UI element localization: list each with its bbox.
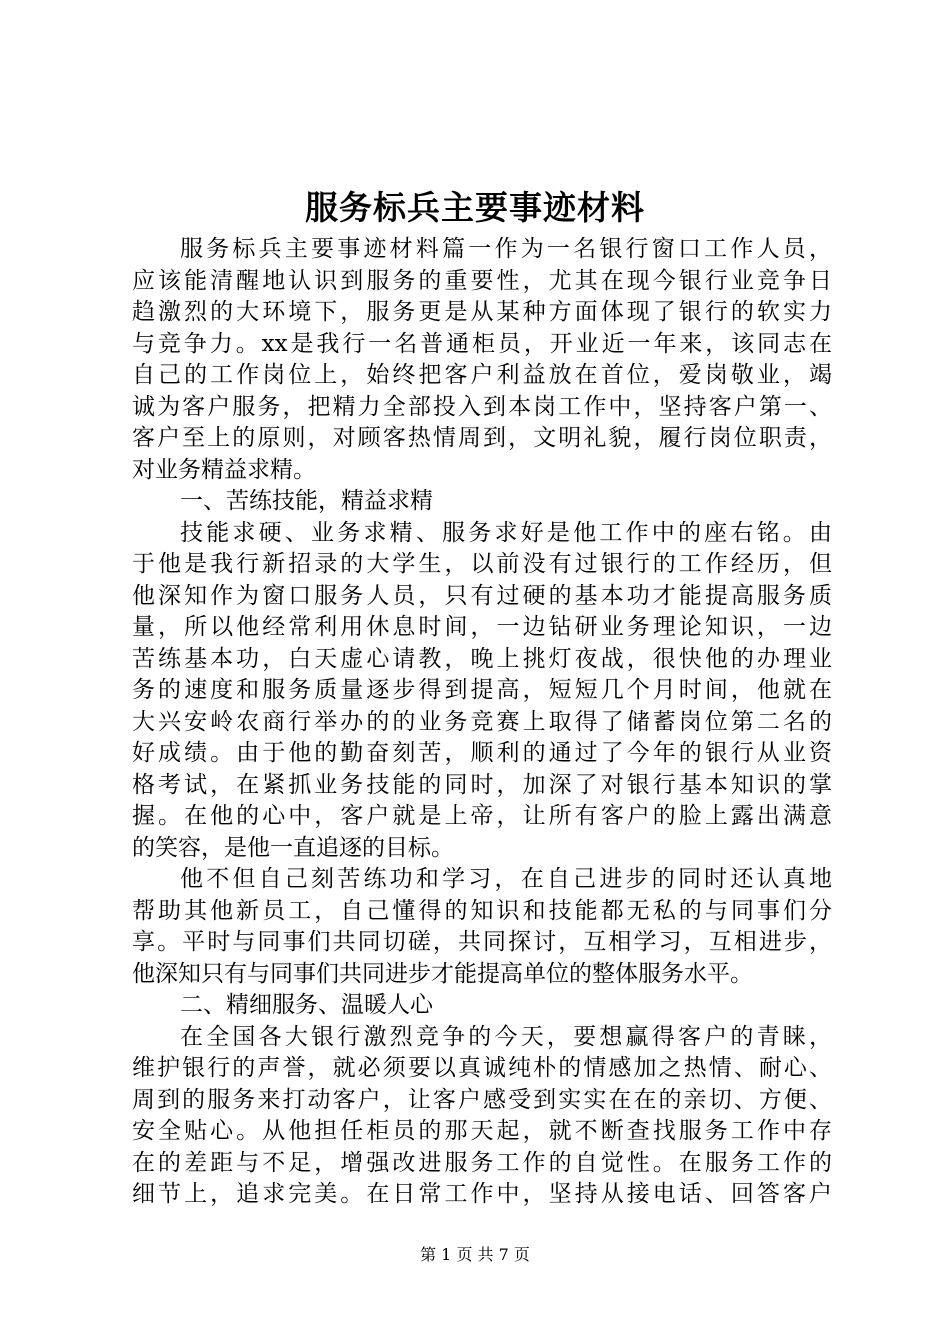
document-title: 服务标兵主要事迹材料 [305,188,645,227]
paragraph-line: 务的速度和服务质量逐步得到提高，短短几个月时间，他就在 [132,677,832,703]
paragraph-line: 量，所以他经常利用休息时间，一边钻研业务理论知识，一边 [132,614,832,640]
paragraph-line: 格考试，在紧抓业务技能的同时，加深了对银行基本知识的掌 [132,771,832,798]
paragraph-line: 他不但自己刻苦练功和学习，在自己进步的同时还认真地 [180,866,832,892]
paragraph-line: 大兴安岭农商行举办的的业务竞赛上取得了储蓄岗位第二名的 [132,708,832,735]
paragraph-line: 的笑容，是他一直追逐的目标。 [132,834,454,861]
paragraph-line: 在的差距与不足，增强改进服务工作的自觉性。在服务工作的 [132,1149,832,1176]
paragraph-line: 对业务精益求精。 [132,456,316,483]
paragraph-line: 在全国各大银行激烈竞争的今天，要想赢得客户的青睐， [180,1023,832,1050]
paragraph-line: 客户至上的原则，对顾客热情周到，文明礼貌，履行岗位职责， [132,425,832,451]
section-heading: 二、精细服务、温暖人心 [180,992,433,1018]
paragraph-line: 技能求硬、业务求精、服务求好是他工作中的座右铭。由 [180,519,832,546]
paragraph-line: 苦练基本功，白天虚心请教，晚上挑灯夜战，很快他的办理业 [132,645,832,672]
section-heading: 一、苦练技能，精益求精 [180,488,433,514]
paragraph-line: 握。在他的心中，客户就是上帝，让所有客户的脸上露出满意 [132,803,832,829]
paragraph-line: 好成绩。由于他的勤奋刻苦，顺利的通过了今年的银行从业资 [132,740,832,766]
paragraph-line: 趋激烈的大环境下，服务更是从某种方面体现了银行的软实力 [132,299,832,325]
paragraph-line: 自己的工作岗位上，始终把客户利益放在首位，爱岗敬业，竭 [132,362,832,388]
paragraph-line: 于他是我行新招录的大学生，以前没有过银行的工作经历，但 [132,551,832,577]
paragraph-line: 周到的服务来打动客户，让客户感受到实实在在的亲切、方便、 [132,1086,832,1113]
paragraph-line: 服务标兵主要事迹材料篇一作为一名银行窗口工作人员， [180,236,832,262]
page-number-footer: 第 1 页 共 7 页 [420,1245,530,1264]
paragraph-line: 诚为客户服务，把精力全部投入到本岗工作中，坚持客户第一、 [132,393,832,420]
paragraph-line: 细节上，追求完美。在日常工作中，坚持从接电话、回答客户 [132,1181,832,1207]
paragraph-line: 帮助其他新员工，自己懂得的知识和技能都无私的与同事们分 [132,897,832,924]
paragraph-line: 与竞争力。xx是我行一名普通柜员，开业近一年来，该同志在 [132,330,832,357]
document-body [132,234,832,1211]
paragraph-line: 他深知作为窗口服务人员，只有过硬的基本功才能提高服务质 [132,582,832,609]
paragraph-line: 安全贴心。从他担任柜员的那天起，就不断查找服务工作中存 [132,1118,832,1144]
paragraph-line: 他深知只有与同事们共同进步才能提高单位的整体服务水平。 [132,960,753,987]
paragraph-line: 维护银行的声誉，就必须要以真诚纯朴的情感加之热情、耐心、 [132,1055,832,1081]
paragraph-line: 应该能清醒地认识到服务的重要性，尤其在现今银行业竞争日 [132,267,832,294]
paragraph-line: 享。平时与同事们共同切磋，共同探讨，互相学习，互相进步， [132,929,832,955]
